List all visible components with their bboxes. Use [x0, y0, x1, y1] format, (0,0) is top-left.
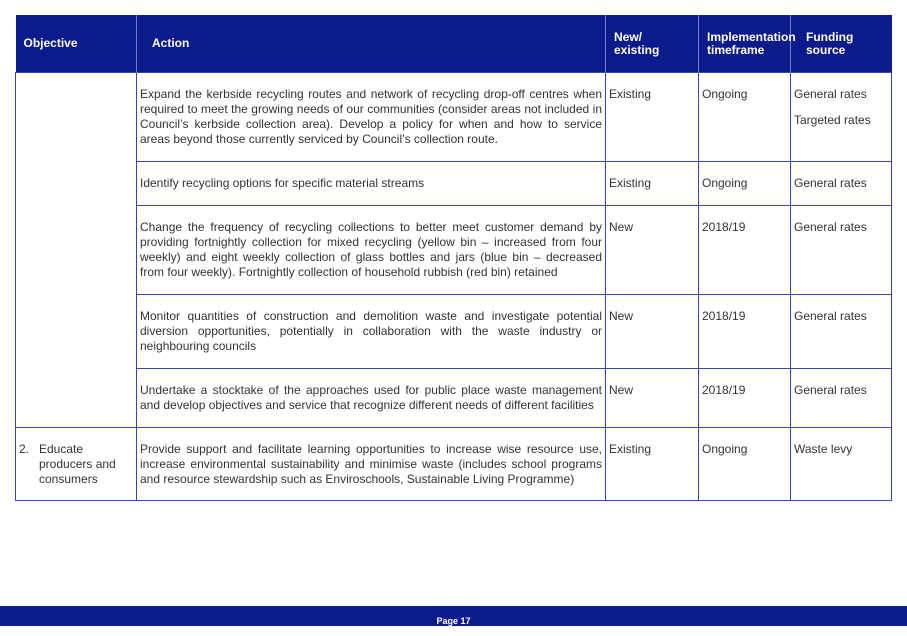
- status-cell: New: [606, 206, 699, 295]
- funding-cell: [791, 369, 892, 428]
- table-row: [16, 162, 892, 206]
- funding-source: General rates: [794, 309, 867, 323]
- funding-source: General rates: [794, 87, 867, 101]
- action-cell: Expand the kerbside recycling routes and network of recycling drop-off centres when required to meet the growing needs of our communities (consider areas not included in Council’s kerbside collection area). Develop a policy for when and how to service areas beyond those currently serviced by Council’s collection route.: [137, 73, 606, 162]
- table-row: [16, 295, 892, 369]
- header-status: New/ existing: [606, 15, 699, 73]
- funding-source: General rates: [794, 220, 867, 234]
- funding-cell: [791, 73, 892, 162]
- timeframe-cell: 2018/19: [699, 295, 791, 369]
- table-row: [16, 206, 892, 295]
- objective-cell-empty: [16, 73, 137, 428]
- status-cell: Existing: [606, 73, 699, 162]
- timeframe-cell: 2018/19: [699, 369, 791, 428]
- objective-cell: [16, 428, 137, 501]
- funding-source: Waste levy: [794, 442, 853, 456]
- table-row: [16, 369, 892, 428]
- action-cell: Change the frequency of recycling collections to better meet customer demand by providing fortnightly collection for mixed recycling (yellow bin – increased from four weekly) and eight weekly collection of glass bottles and jars (blue bin – decreased from four weekly). Fortnightly collection of household rubbish (red bin) retained: [137, 206, 606, 295]
- timeframe-cell: 2018/19: [699, 206, 791, 295]
- status-cell: New: [606, 369, 699, 428]
- status-cell: Existing: [606, 162, 699, 206]
- funding-cell: [791, 206, 892, 295]
- funding-cell: [791, 295, 892, 369]
- header-action: Action: [137, 15, 606, 73]
- timeframe-cell: Ongoing: [699, 162, 791, 206]
- header-timeframe: Implementation timeframe: [699, 15, 791, 73]
- action-cell: Identify recycling options for specific material streams: [137, 162, 606, 206]
- status-cell: Existing: [606, 428, 699, 501]
- funding-cell: [791, 162, 892, 206]
- timeframe-cell: Ongoing: [699, 73, 791, 162]
- objective-text: Educate producers and consumers: [39, 442, 116, 486]
- funding-source: General rates: [794, 176, 867, 190]
- action-plan-table: [15, 15, 892, 501]
- header-funding: Funding source: [791, 15, 892, 73]
- page-number: Page 17: [436, 616, 471, 626]
- table-row: [16, 73, 892, 162]
- objective-number: 2.: [19, 442, 30, 456]
- funding-source: General rates: [794, 383, 867, 397]
- action-cell: Undertake a stocktake of the approaches used for public place waste management and develop objectives and service that recognize different needs of different facilities: [137, 369, 606, 428]
- page-footer: [0, 606, 907, 626]
- table-header-row: [16, 15, 892, 73]
- table-row: [16, 428, 892, 501]
- funding-source: Targeted rates: [794, 113, 871, 127]
- funding-cell: [791, 428, 892, 501]
- action-cell: Monitor quantities of construction and demolition waste and investigate potential diversion opportunities, potentially in collaboration with the waste industry or neighbouring councils: [137, 295, 606, 369]
- header-objective: Objective: [16, 15, 137, 73]
- timeframe-cell: Ongoing: [699, 428, 791, 501]
- action-cell: Provide support and facilitate learning opportunities to increase wise resource use, increase environmental sustainability and minimise waste (includes school programs and resource stewardship such as Enviroschools, Sustainable Living Programme): [137, 428, 606, 501]
- status-cell: New: [606, 295, 699, 369]
